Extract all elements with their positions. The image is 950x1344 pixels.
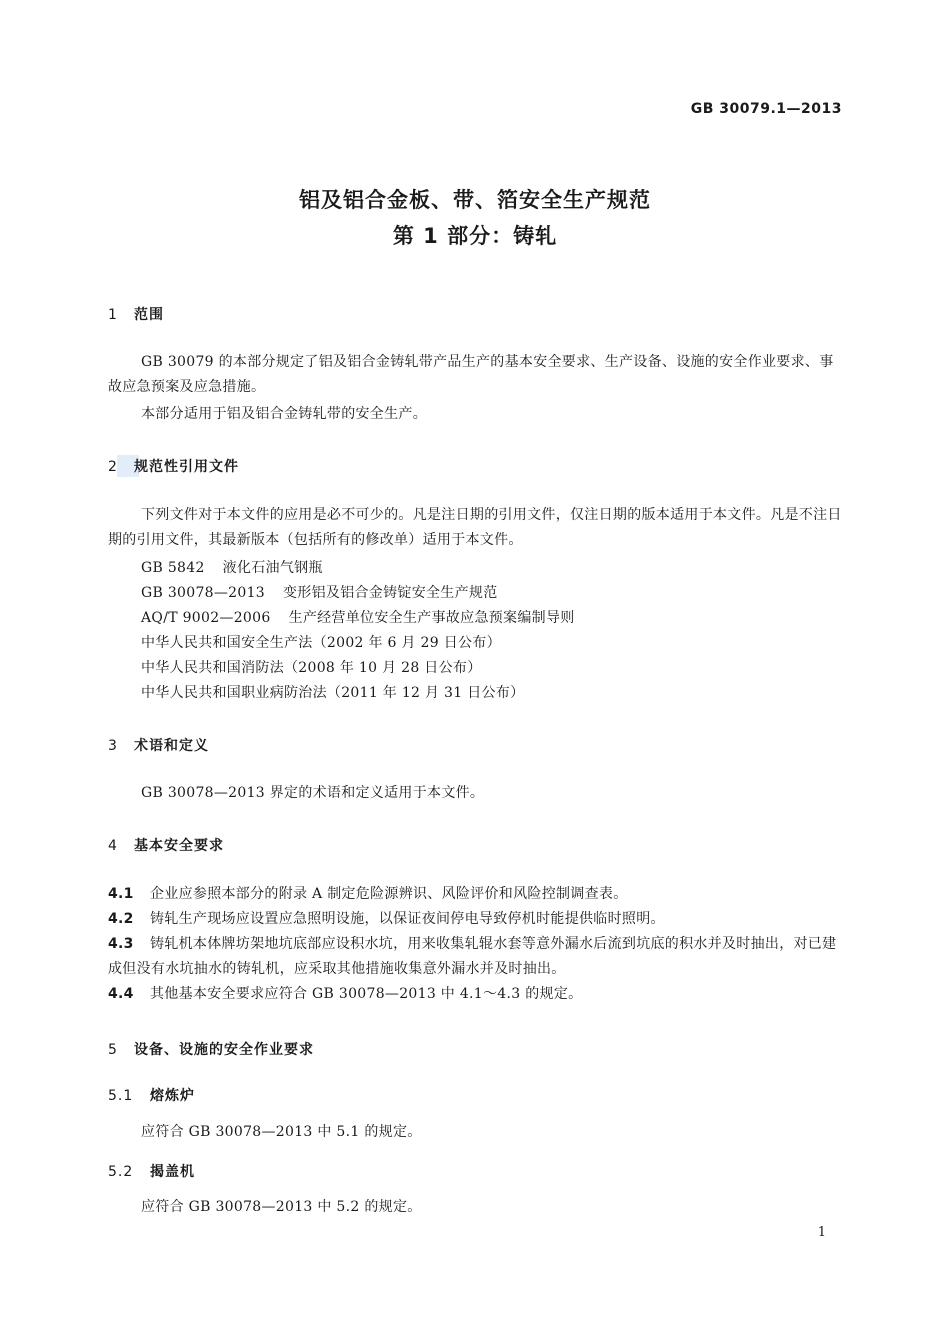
reference-item bbox=[141, 607, 575, 627]
reference-title: 变形铝及铝合金铸锭安全生产规范 bbox=[283, 585, 498, 601]
clause bbox=[108, 982, 842, 1007]
document-title: 铝及铝合金板、带、箔安全生产规范 bbox=[299, 188, 651, 212]
section-heading-2 bbox=[108, 456, 239, 476]
standard-code: GB 30079.1—2013 bbox=[690, 101, 842, 117]
section-title: 设备、设施的安全作业要求 bbox=[134, 1042, 314, 1058]
subsection-number: 5.2 bbox=[108, 1164, 134, 1180]
clause-text: 企业应参照本部分的附录 A 制定危险源辨识、风险评价和风险控制调查表。 bbox=[150, 886, 628, 902]
section-title: 基本安全要求 bbox=[134, 838, 224, 854]
subsection-heading bbox=[108, 1085, 195, 1105]
clause bbox=[108, 907, 842, 932]
clause-text: 铸轧生产现场应设置应急照明设施，以保证夜间停电导致停机时能提供临时照明。 bbox=[150, 911, 665, 927]
reference-item bbox=[141, 557, 323, 577]
clause bbox=[108, 932, 842, 982]
section-title: 规范性引用文件 bbox=[134, 459, 239, 475]
section-title: 术语和定义 bbox=[134, 738, 209, 754]
paragraph: 应符合 GB 30078—2013 中 5.1 的规定。 bbox=[141, 1124, 422, 1140]
clause bbox=[108, 882, 842, 907]
law-reference: 中华人民共和国职业病防治法（2011 年 12 月 31 日公布） bbox=[141, 685, 525, 701]
subsection-heading bbox=[108, 1161, 195, 1181]
page-number: 1 bbox=[817, 1225, 826, 1240]
clause-number: 4.2 bbox=[108, 911, 134, 927]
subsection-title: 熔炼炉 bbox=[150, 1088, 195, 1104]
paragraph: 下列文件对于本文件的应用是必不可少的。凡是注日期的引用文件，仅注日期的版本适用于本文件。凡是不注日期的引用文件，其最新版本（包括所有的修改单）适用于本文件。 bbox=[108, 507, 842, 548]
subsection-number: 5.1 bbox=[108, 1088, 134, 1104]
law-reference: 中华人民共和国消防法（2008 年 10 月 28 日公布） bbox=[141, 660, 482, 676]
reference-code: GB 5842 bbox=[141, 560, 205, 576]
section-number: 1 bbox=[108, 307, 118, 323]
paragraph: GB 30078—2013 界定的术语和定义适用于本文件。 bbox=[141, 785, 485, 801]
section-number: 2 bbox=[108, 459, 118, 475]
section-heading-1 bbox=[108, 304, 164, 324]
paragraph: 应符合 GB 30078—2013 中 5.2 的规定。 bbox=[141, 1199, 422, 1215]
paragraph: GB 30079 的本部分规定了铝及铝合金铸轧带产品生产的基本安全要求、生产设备、设施的安全作业要求、事故应急预案及应急措施。 bbox=[108, 354, 834, 395]
law-reference: 中华人民共和国安全生产法（2002 年 6 月 29 日公布） bbox=[141, 635, 501, 651]
clause-number: 4.3 bbox=[108, 936, 134, 952]
clause-text: 其他基本安全要求应符合 GB 30078—2013 中 4.1～4.3 的规定。 bbox=[150, 986, 583, 1002]
reference-code: GB 30078—2013 bbox=[141, 585, 265, 601]
section-title: 范围 bbox=[134, 307, 164, 323]
subsection-title: 揭盖机 bbox=[150, 1164, 195, 1180]
clause-number: 4.4 bbox=[108, 986, 134, 1002]
reference-title: 液化石油气钢瓶 bbox=[222, 560, 323, 576]
paragraph: 本部分适用于铝及铝合金铸轧带的安全生产。 bbox=[141, 406, 427, 422]
reference-code: AQ/T 9002—2006 bbox=[141, 610, 271, 626]
clause-text: 铸轧机本体牌坊架地坑底部应设积水坑，用来收集轧辊水套等意外漏水后流到坑底的积水并及时抽出，对已建成但没有水坑抽水的铸轧机，应采取其他措施收集意外漏水并及时抽出。 bbox=[108, 936, 837, 977]
reference-title: 生产经营单位安全生产事故应急预案编制导则 bbox=[288, 610, 575, 626]
document-subtitle: 第 1 部分：铸轧 bbox=[392, 224, 558, 248]
section-number: 5 bbox=[108, 1042, 118, 1058]
clause-number: 4.1 bbox=[108, 886, 134, 902]
section-heading-4 bbox=[108, 835, 224, 855]
reference-item bbox=[141, 582, 498, 602]
section-number: 3 bbox=[108, 738, 118, 754]
section-heading-5 bbox=[108, 1039, 314, 1059]
section-heading-3 bbox=[108, 735, 209, 755]
section-number: 4 bbox=[108, 838, 118, 854]
